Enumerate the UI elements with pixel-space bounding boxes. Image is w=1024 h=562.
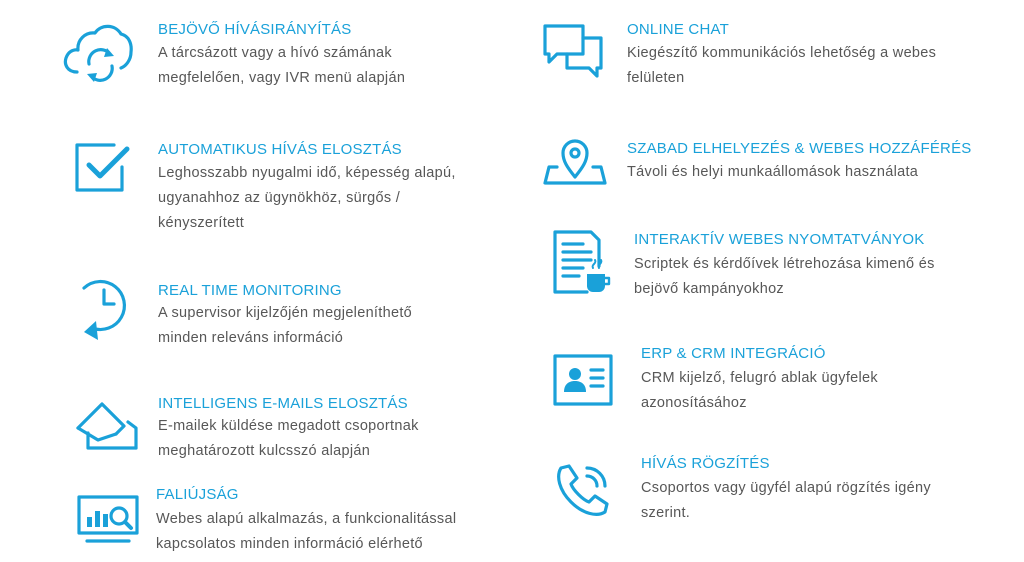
feature-description: Leghosszabb nyugalmi idő, képesség alapú, ugyanahhoz az ügynökhöz, sürgős / kényszerített (158, 165, 456, 231)
cloud-sync-icon (63, 20, 133, 78)
feature-title: INTELLIGENS E-MAILS ELOSZTÁS (158, 395, 408, 412)
chat-bubbles-icon (543, 24, 605, 80)
contact-card-icon (553, 354, 613, 406)
document-coffee-icon (553, 230, 611, 296)
feature-title: FALIÚJSÁG (156, 486, 239, 503)
monitor-analytics-icon (77, 495, 139, 545)
feature-title: HÍVÁS RÖGZÍTÉS (641, 455, 770, 472)
feature-title: INTERAKTÍV WEBES NYOMTATVÁNYOK (634, 231, 925, 248)
phone-ringing-icon (555, 462, 611, 518)
feature-description: Webes alapú alkalmazás, a funkcionalitással kapcsolatos minden információ elérhető (156, 511, 457, 552)
feature-description: Távoli és helyi munkaállomások használata (627, 164, 919, 180)
map-pin-icon (543, 137, 607, 187)
feature-title: BEJÖVŐ HÍVÁSIRÁNYÍTÁS (158, 21, 352, 38)
feature-description: E-mailek küldése megadott csoportnak meghatározott kulcsszó alapján (158, 418, 419, 459)
feature-description: A supervisor kijelzőjén megjeleníthető minden releváns információ (158, 305, 413, 346)
feature-title: ONLINE CHAT (627, 21, 729, 38)
feature-description: A tárcsázott vagy a hívó számának megfelelően, vagy IVR menü alapján (158, 45, 406, 86)
feature-description: Csoportos vagy ügyfél alapú rögzítés igény szerint. (641, 480, 931, 521)
feature-description: Scriptek és kérdőívek létrehozása kimenő és bejövő kampányokhoz (634, 256, 935, 297)
feature-description: Kiegészítő kommunikációs lehetőség a webes felületen (627, 45, 937, 86)
clock-history-icon (76, 278, 132, 348)
feature-description: CRM kijelző, felugró ablak ügyfelek azonosításához (641, 370, 878, 411)
envelope-icon (76, 400, 138, 452)
feature-title: SZABAD ELHELYEZÉS & WEBES HOZZÁFÉRÉS (627, 140, 972, 157)
feature-title: ERP & CRM INTEGRÁCIÓ (641, 345, 826, 362)
feature-title: REAL TIME MONITORING (158, 282, 342, 299)
checkbox-checked-icon (74, 143, 130, 193)
feature-title: AUTOMATIKUS HÍVÁS ELOSZTÁS (158, 141, 402, 158)
